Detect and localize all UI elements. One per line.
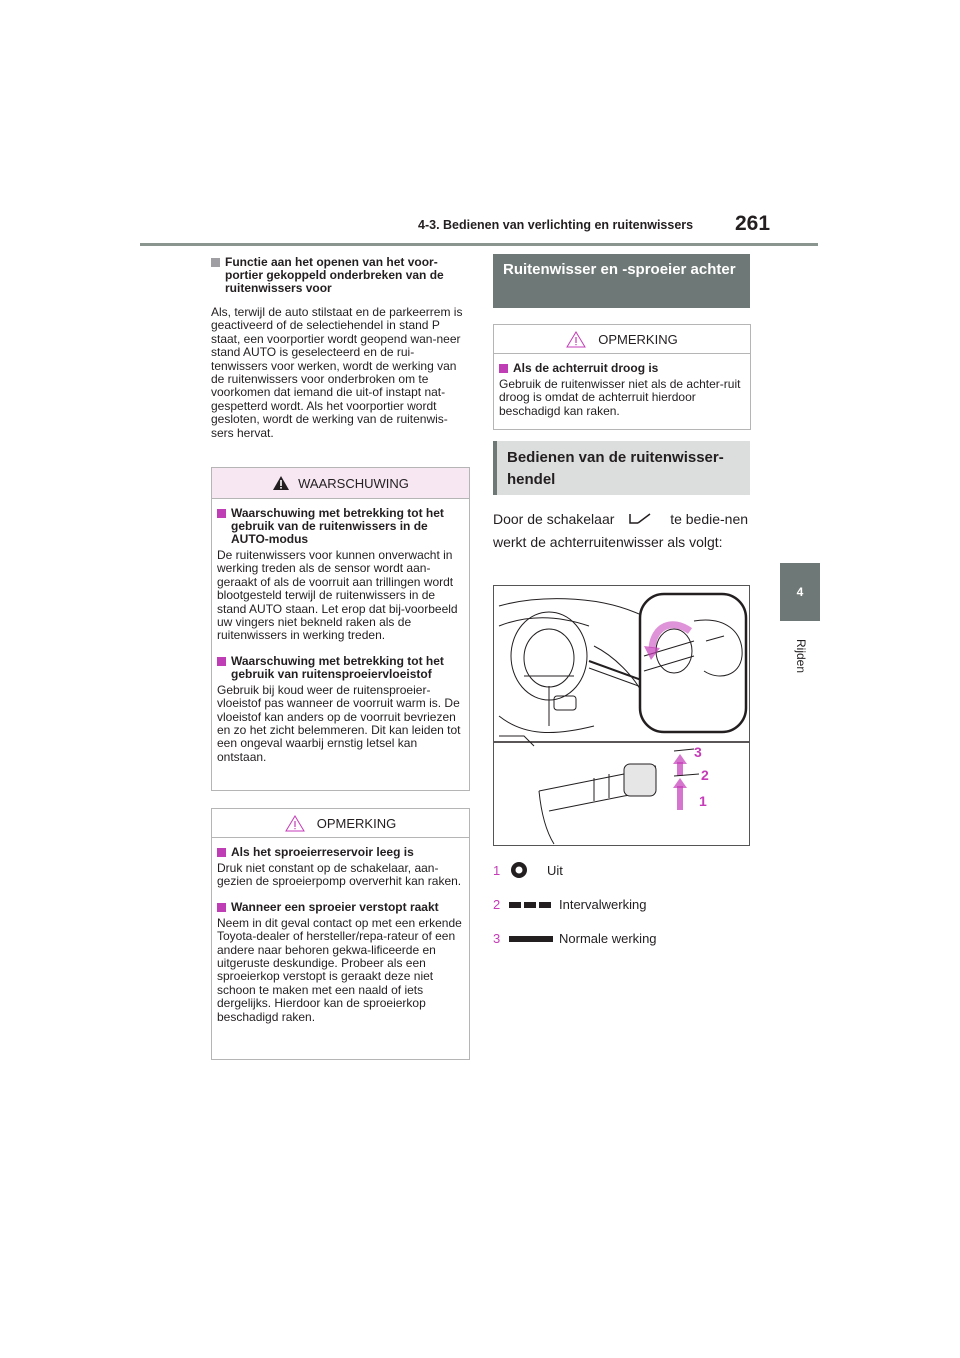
note-title: OPMERKING — [316, 815, 397, 831]
bullet-square-icon — [217, 509, 226, 518]
note-item-heading: Als het sproeierreservoir leeg is — [217, 846, 464, 859]
function-heading-text: Functie aan het openen van het voor-portier gekoppeld onderbreken van de ruitenwissers voor — [225, 255, 444, 295]
function-body: Als, terwijl de auto stilstaat en de parkeerrem is geactiveerd of de selectiehendel in stand P staat, een voorportier wordt geopend wan-neer stand AUTO is geselecteerd en de rui-tenwissers voor werken, wordt de werking van de ruitenwissers voor onderbroken om te voorkomen dat iemand die uit-of instapt nat-gespetterd wordt. Als het voorportier wordt gesloten, wordt de werking van de ruitenwis-sers hervat. — [211, 305, 463, 440]
section-heading-rear-wiper: Ruitenwisser en -sproeier achter — [493, 254, 750, 308]
list-item: 3 Normale werking — [493, 931, 657, 946]
solid-bar-icon — [509, 935, 553, 943]
note-box — [211, 808, 470, 1060]
warning-box — [211, 467, 470, 791]
note-item-text: Druk niet constant op de schakelaar, aan-gezien de sproeierpomp oververhit kan raken. — [217, 861, 462, 889]
bullet-square-icon — [211, 258, 220, 267]
dashed-bar-icon — [509, 901, 553, 909]
figure-label-3: 3 — [694, 744, 702, 760]
bullet-square-icon — [217, 903, 226, 912]
figure-label-2: 2 — [701, 767, 709, 783]
note-title-bar — [212, 809, 469, 838]
list-item: 1 Uit — [493, 860, 563, 880]
off-circle-icon — [509, 860, 529, 880]
wiper-lever-illustration — [493, 585, 750, 846]
rear-note-box — [493, 324, 751, 430]
note-title-bar — [494, 325, 750, 354]
note-item-heading: Als de achterruit droog is — [499, 362, 745, 375]
warning-item-text: Gebruik bij koud weer de ruitensproeier-vloeistof pas wanneer de voorruit warm is. De vloeistof kan anders op de voorruit bevriezen en zo het zicht belemmeren. Dit kan leiden tot een ongeval waarbij ernstig letsel kan ontstaan. — [217, 682, 461, 764]
bullet-square-icon — [217, 848, 226, 857]
warning-title-bar — [212, 468, 469, 499]
note-title: OPMERKING — [598, 331, 678, 347]
warning-item-text: De ruitenwissers voor kunnen onverwacht in werking treden als de sensor wordt aan-geraakt of als de voorruit aan trillingen wordt blootgesteld terwijl de ruitenwissers in de stand AUTO staan. Let erop dat bij-voorbeeld uw vingers niet bekneld raken als de ruitenwissers in werking treden. — [217, 548, 458, 643]
warning-triangle-icon — [272, 475, 290, 491]
note-item-text: Gebruik de ruitenwisser niet als de achter-ruit droog is omdat de achterruit hierdoor beschadigd kan raken. — [499, 377, 741, 418]
subsection-heading-lever: Bedienen van de ruitenwisser-hendel — [493, 441, 750, 495]
warning-item-heading: Waarschuwing met betrekking tot het gebruik van ruitensproeiervloeistof — [217, 655, 464, 681]
caution-outline-icon — [566, 331, 586, 348]
bullet-square-icon — [217, 657, 226, 666]
warning-item-heading: Waarschuwing met betrekking tot het gebruik van de ruitenwissers in de AUTO-modus — [217, 507, 464, 546]
lever-drawing — [494, 586, 749, 845]
rear-wiper-switch-icon — [628, 511, 652, 527]
page-number: 261 — [735, 212, 771, 235]
header-rule — [140, 243, 818, 246]
note-item-text: Neem in dit geval contact op met een erkende Toyota-dealer of hersteller/repa-rateur of een andere naar behoren gekwa-lificeerde en uitgeruste deskundige. Probeer als een sproeierkop verstopt is geraakt deze niet schoon te maken met een naald of iets dergelijks. Hierdoor kan de sproeierkop beschadigd raken. — [217, 915, 462, 1024]
list-item: 2 Intervalwerking — [493, 897, 647, 912]
section-title: 4-3. Bedienen van verlichting en ruitenwissers — [418, 218, 694, 232]
chapter-tab[interactable]: 4 — [780, 563, 820, 621]
chapter-label: Rijden — [794, 638, 808, 674]
instruction-paragraph: Door de schakelaar te bedie-nen werkt de achterruitenwisser als volgt: — [493, 511, 749, 550]
figure-label-1: 1 — [699, 793, 707, 809]
note-item-heading: Wanneer een sproeier verstopt raakt — [217, 901, 464, 914]
function-heading — [211, 256, 471, 295]
caution-outline-icon — [285, 815, 305, 832]
bullet-square-icon — [499, 364, 508, 373]
warning-title: WAARSCHUWING — [298, 475, 409, 491]
